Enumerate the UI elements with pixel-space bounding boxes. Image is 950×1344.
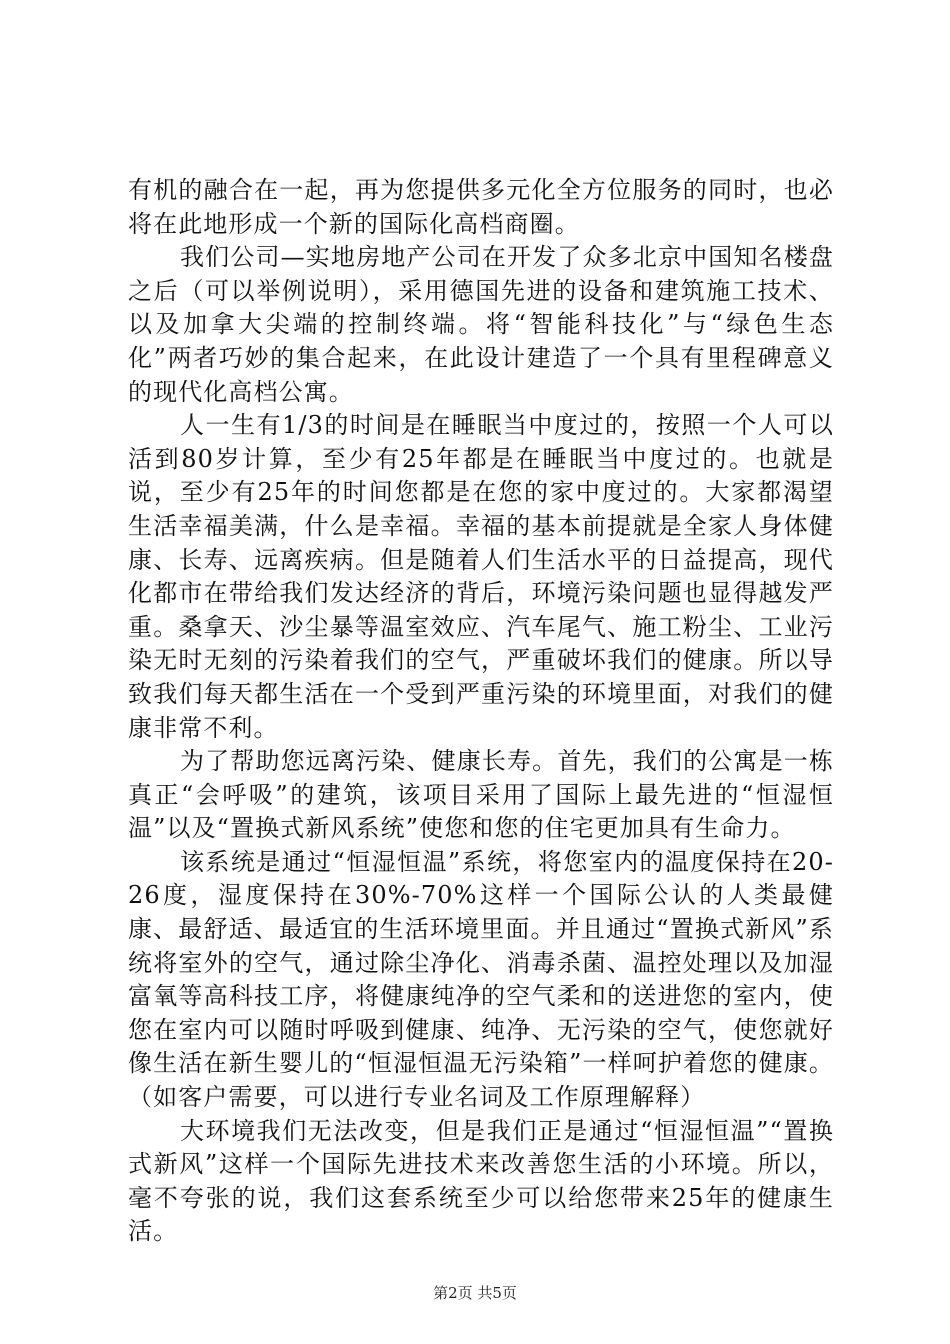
paragraph-1: 有机的融合在一起，再为您提供多元化全方位服务的同时，也必将在此地形成一个新的国际化高档商圈。: [128, 176, 834, 238]
document-body: [128, 174, 834, 1249]
paragraph-2: 我们公司—实地房地产公司在开发了众多北京中国知名楼盘之后（可以举例说明），采用德国先进的设备和建筑施工技术、以及加拿大尖端的控制终端。将“智能科技化”与“绿色生态化”两者巧妙的集合起来，在此设计建造了一个具有里程碑意义的现代化高档公寓。: [128, 243, 834, 406]
paragraph-4: 为了帮助您远离污染、健康长寿。首先，我们的公寓是一栋真正“会呼吸”的建筑，该项目采用了国际上最先进的“恒湿恒温”以及“置换式新风系统”使您和您的住宅更加具有生命力。: [128, 747, 834, 843]
paragraph-3: 人一生有1/3的时间是在睡眠当中度过的，按照一个人可以活到80岁计算，至少有25年都是在睡眠当中度过的。也就是说，至少有25年的时间您都是在您的家中度过的。大家都渴望生活幸福美满，什么是幸福。幸福的基本前提就是全家人身体健康、长寿、远离疾病。但是随着人们生活水平的日益提高，现代化都市在带给我们发达经济的背后，环境污染问题也显得越发严重。桑拿天、沙尘暴等温室效应、汽车尾气、施工粉尘、工业污染无时无刻的污染着我们的空气，严重破坏我们的健康。所以导致我们每天都生活在一个受到严重污染的环境里面，对我们的健康非常不利。: [128, 411, 834, 742]
page-number-footer: 第2页 共5页: [433, 1284, 517, 1302]
paragraph-6: 大环境我们无法改变，但是我们正是通过“恒湿恒温”“置换式新风”这样一个国际先进技术来改善您生活的小环境。所以，毫不夸张的说，我们这套系统至少可以给您带来25年的健康生活。: [128, 1116, 834, 1246]
paragraph-5: 该系统是通过“恒湿恒温”系统，将您室内的温度保持在20-26度，湿度保持在30%-70%这样一个国际公认的人类最健康、最舒适、最适宜的生活环境里面。并且通过“置换式新风”系统将室外的空气，通过除尘净化、消毒杀菌、温控处理以及加湿富氧等高科技工序，将健康纯净的空气柔和的送进您的室内，使您在室内可以随时呼吸到健康、纯净、无污染的空气，使您就好像生活在新生婴儿的“恒湿恒温无污染箱”一样呵护着您的健康。（如客户需要，可以进行专业名词及工作原理解释）: [128, 847, 834, 1112]
